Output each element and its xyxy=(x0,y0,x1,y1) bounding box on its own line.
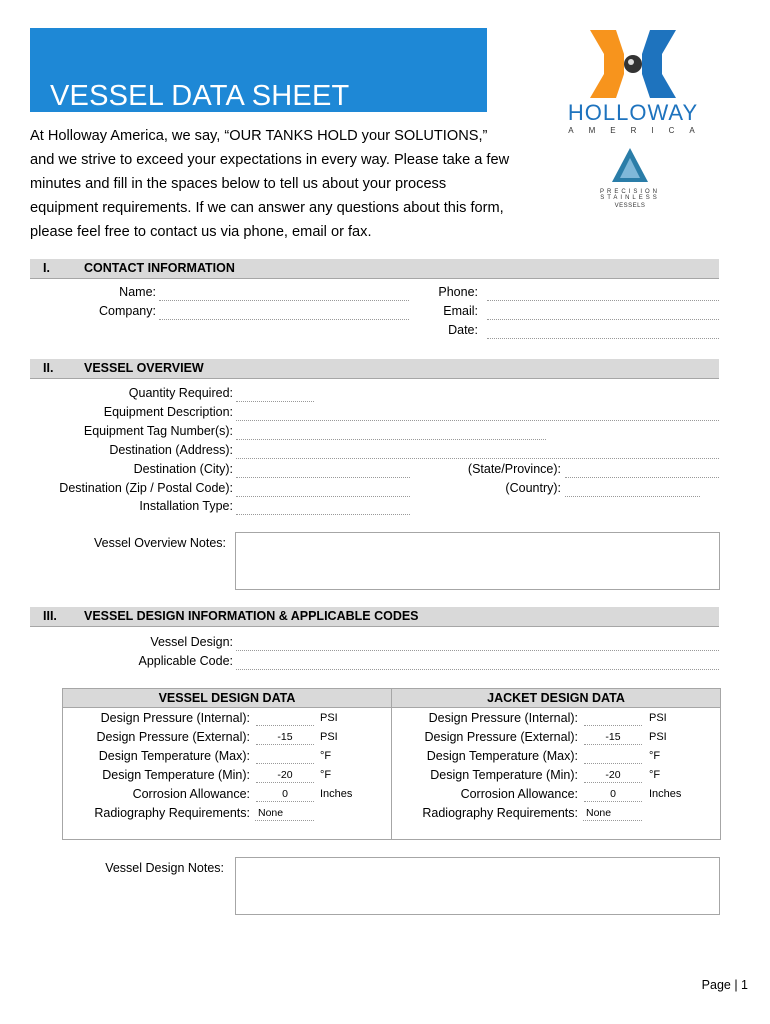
address-label: Destination (Address): xyxy=(109,443,233,457)
city-field[interactable] xyxy=(236,463,410,478)
logo-subtitle: AMERICA xyxy=(568,126,710,135)
vessel-radiography-field[interactable]: None xyxy=(255,806,314,821)
city-label: Destination (City): xyxy=(133,462,233,476)
applicable-code-label: Applicable Code: xyxy=(138,654,233,668)
vessel-temp-max-field[interactable] xyxy=(256,749,314,764)
section-number: II. xyxy=(43,361,54,375)
jacket-design-data-header: JACKET DESIGN DATA xyxy=(392,689,720,708)
section-number: I. xyxy=(43,261,50,275)
name-field[interactable] xyxy=(159,286,409,301)
vessel-temp-min-field[interactable]: -20 xyxy=(256,768,314,783)
section-title: VESSEL OVERVIEW xyxy=(84,361,204,375)
precision-text: PRECISION xyxy=(599,189,660,195)
jacket-radiography-label: Radiography Requirements: xyxy=(422,806,578,820)
description-label: Equipment Description: xyxy=(103,405,233,419)
precision-stainless-logo xyxy=(590,146,670,216)
jacket-pressure-internal-label: Design Pressure (Internal): xyxy=(428,711,578,725)
page-number: Page | 1 xyxy=(701,978,748,992)
vessel-corrosion-field[interactable]: 0 xyxy=(256,787,314,802)
jacket-pressure-external-unit: PSI xyxy=(649,731,667,743)
jacket-radiography-field[interactable]: None xyxy=(583,806,642,821)
jacket-corrosion-unit: Inches xyxy=(649,788,682,800)
jacket-temp-min-unit: °F xyxy=(649,769,661,781)
vessel-pressure-external-unit: PSI xyxy=(320,731,338,743)
vessel-pressure-external-field[interactable]: -15 xyxy=(256,730,314,745)
jacket-corrosion-label: Corrosion Allowance: xyxy=(460,787,578,801)
state-label: (State/Province): xyxy=(467,462,561,476)
title-bar xyxy=(30,28,487,112)
quantity-field[interactable] xyxy=(236,387,314,402)
section-title: CONTACT INFORMATION xyxy=(84,261,235,275)
design-notes-field[interactable] xyxy=(235,857,720,915)
vessel-temp-max-label: Design Temperature (Max): xyxy=(98,749,250,763)
company-label: Company: xyxy=(99,304,156,318)
table-divider xyxy=(391,689,392,839)
vessel-corrosion-unit: Inches xyxy=(320,788,353,800)
jacket-temp-min-field[interactable]: -20 xyxy=(584,768,642,783)
jacket-pressure-external-field[interactable]: -15 xyxy=(584,730,642,745)
design-notes-label: Vessel Design Notes: xyxy=(105,861,224,875)
phone-field[interactable] xyxy=(487,286,719,301)
vessel-design-label: Vessel Design: xyxy=(150,635,233,649)
installation-label: Installation Type: xyxy=(139,499,233,513)
triangle-icon xyxy=(590,146,670,186)
vessel-pressure-external-label: Design Pressure (External): xyxy=(96,730,250,744)
jacket-pressure-internal-unit: PSI xyxy=(649,712,667,724)
country-label: (Country): xyxy=(505,481,561,495)
section-title: VESSEL DESIGN INFORMATION & APPLICABLE CODES xyxy=(84,609,419,623)
jacket-corrosion-field[interactable]: 0 xyxy=(584,787,642,802)
vessel-temp-min-unit: °F xyxy=(320,769,332,781)
applicable-code-field[interactable] xyxy=(236,655,719,670)
vessel-temp-min-label: Design Temperature (Min): xyxy=(102,768,250,782)
vessel-corrosion-label: Corrosion Allowance: xyxy=(132,787,250,801)
section-overview-header xyxy=(30,359,719,379)
overview-notes-field[interactable] xyxy=(235,532,720,590)
jacket-temp-min-label: Design Temperature (Min): xyxy=(430,768,578,782)
email-label: Email: xyxy=(443,304,478,318)
holloway-logo xyxy=(538,28,728,140)
intro-paragraph: At Holloway America, we say, “OUR TANKS HOLD your SOLUTIONS,” and we strive to exceed your expectations in every way. Please take a few minutes and fill in the spaces below to tell us about your process equipment requirements. If we can answer any questions about this form, please feel free to contact us via phone, email or fax. xyxy=(30,128,510,240)
state-field[interactable] xyxy=(565,463,719,478)
jacket-temp-max-unit: °F xyxy=(649,750,661,762)
country-field[interactable] xyxy=(565,482,700,497)
vessel-design-field[interactable] xyxy=(236,636,719,651)
tag-field[interactable] xyxy=(236,425,546,440)
installation-field[interactable] xyxy=(236,500,410,515)
date-field[interactable] xyxy=(487,324,719,339)
jacket-temp-max-label: Design Temperature (Max): xyxy=(426,749,578,763)
section-contact-header xyxy=(30,259,719,279)
name-label: Name: xyxy=(119,285,156,299)
stainless-text: STAINLESS xyxy=(600,195,660,201)
vessel-pressure-internal-field[interactable] xyxy=(256,711,314,726)
logo-wordmark: HOLLOWAY xyxy=(567,100,699,125)
jacket-pressure-internal-field[interactable] xyxy=(584,711,642,726)
vessel-temp-max-unit: °F xyxy=(320,750,332,762)
company-field[interactable] xyxy=(159,305,409,320)
address-field[interactable] xyxy=(236,444,719,459)
vessel-radiography-label: Radiography Requirements: xyxy=(94,806,250,820)
quantity-label: Quantity Required: xyxy=(128,386,233,400)
vessels-text: VESSELS xyxy=(614,203,646,209)
phone-label: Phone: xyxy=(438,285,478,299)
zip-label: Destination (Zip / Postal Code): xyxy=(59,481,233,495)
zip-field[interactable] xyxy=(236,482,410,497)
page-title: VESSEL DATA SHEET xyxy=(50,80,350,112)
vessel-pressure-internal-label: Design Pressure (Internal): xyxy=(100,711,250,725)
email-field[interactable] xyxy=(487,305,719,320)
section-number: III. xyxy=(43,609,57,623)
description-field[interactable] xyxy=(236,406,719,421)
jacket-temp-max-field[interactable] xyxy=(584,749,642,764)
overview-notes-label: Vessel Overview Notes: xyxy=(94,536,226,550)
jacket-pressure-external-label: Design Pressure (External): xyxy=(424,730,578,744)
section-design-header xyxy=(30,607,719,627)
vessel-pressure-internal-unit: PSI xyxy=(320,712,338,724)
vessel-design-data-header: VESSEL DESIGN DATA xyxy=(63,689,392,708)
date-label: Date: xyxy=(448,323,478,337)
tag-label: Equipment Tag Number(s): xyxy=(83,424,233,438)
